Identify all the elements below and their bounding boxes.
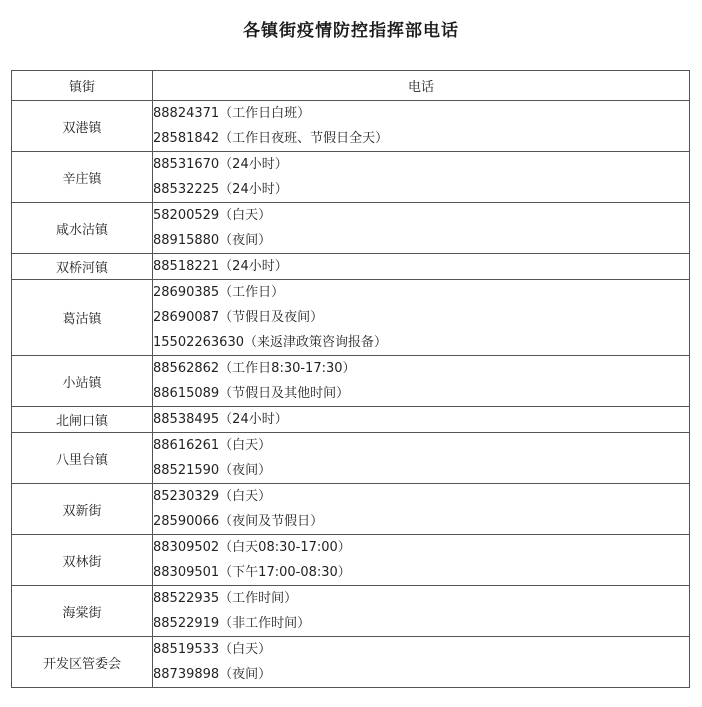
phone-entry: 88521590（夜间）	[153, 463, 272, 478]
phone-entry: 88915880（夜间）	[153, 233, 272, 248]
town-name: 葛沽镇	[12, 280, 153, 356]
phone-cell	[153, 356, 690, 407]
phone-cell	[153, 101, 690, 152]
phone-table	[11, 70, 690, 688]
phone-entry: 15502263630（来返津政策咨询报备）	[153, 335, 387, 350]
phone-cell	[153, 637, 690, 688]
phone-entry: 28590066（夜间及节假日）	[153, 514, 324, 529]
phone-entry: 85230329（白天）	[153, 489, 272, 504]
town-name: 辛庄镇	[12, 152, 153, 203]
phone-entry: 28690087（节假日及夜间）	[153, 310, 324, 325]
phone-cell	[153, 535, 690, 586]
town-name: 开发区管委会	[12, 637, 153, 688]
phone-entry: 88616261（白天）	[153, 438, 272, 453]
table-row	[12, 433, 690, 484]
town-name: 八里台镇	[12, 433, 153, 484]
phone-entry: 28690385（工作日）	[153, 285, 285, 300]
town-name: 双林街	[12, 535, 153, 586]
phone-entry: 88519533（白天）	[153, 642, 272, 657]
table-row	[12, 484, 690, 535]
phone-entry: 88824371（工作日白班）	[153, 106, 311, 121]
table-row	[12, 356, 690, 407]
page-title: 各镇街疫情防控指挥部电话	[243, 21, 459, 41]
table-body	[12, 101, 690, 688]
phone-cell	[153, 152, 690, 203]
table-row	[12, 152, 690, 203]
town-name: 双新街	[12, 484, 153, 535]
town-name: 海棠街	[12, 586, 153, 637]
table-row	[12, 637, 690, 688]
header-town: 镇街	[12, 71, 153, 101]
phone-entry: 88309502（白天08:30-17:00）	[153, 540, 351, 555]
phone-entry: 88739898（夜间）	[153, 667, 272, 682]
phone-entry: 88538495（24小时）	[153, 412, 288, 427]
phone-cell	[153, 407, 690, 433]
town-name: 小站镇	[12, 356, 153, 407]
table-row	[12, 280, 690, 356]
phone-cell	[153, 280, 690, 356]
town-name: 双桥河镇	[12, 254, 153, 280]
table-row	[12, 254, 690, 280]
phone-entry: 28581842（工作日夜班、节假日全天）	[153, 131, 389, 146]
phone-entry: 88562862（工作日8:30-17:30）	[153, 361, 356, 376]
phone-cell	[153, 203, 690, 254]
phone-entry: 88531670（24小时）	[153, 157, 288, 172]
phone-entry: 58200529（白天）	[153, 208, 272, 223]
table-row	[12, 586, 690, 637]
phone-entry: 88522919（非工作时间）	[153, 616, 311, 631]
phone-entry: 88518221（24小时）	[153, 259, 288, 274]
table-row	[12, 101, 690, 152]
phone-entry: 88522935（工作时间）	[153, 591, 298, 606]
header-phone: 电话	[153, 71, 690, 101]
phone-entry: 88615089（节假日及其他时间）	[153, 386, 350, 401]
town-name: 北闸口镇	[12, 407, 153, 433]
phone-entry: 88532225（24小时）	[153, 182, 288, 197]
town-name: 咸水沽镇	[12, 203, 153, 254]
table-row	[12, 407, 690, 433]
table-row	[12, 203, 690, 254]
phone-cell	[153, 433, 690, 484]
table-header-row	[12, 71, 690, 101]
table-row	[12, 535, 690, 586]
phone-entry: 88309501（下午17:00-08:30）	[153, 565, 351, 580]
phone-cell	[153, 484, 690, 535]
phone-cell	[153, 254, 690, 280]
town-name: 双港镇	[12, 101, 153, 152]
phone-cell	[153, 586, 690, 637]
